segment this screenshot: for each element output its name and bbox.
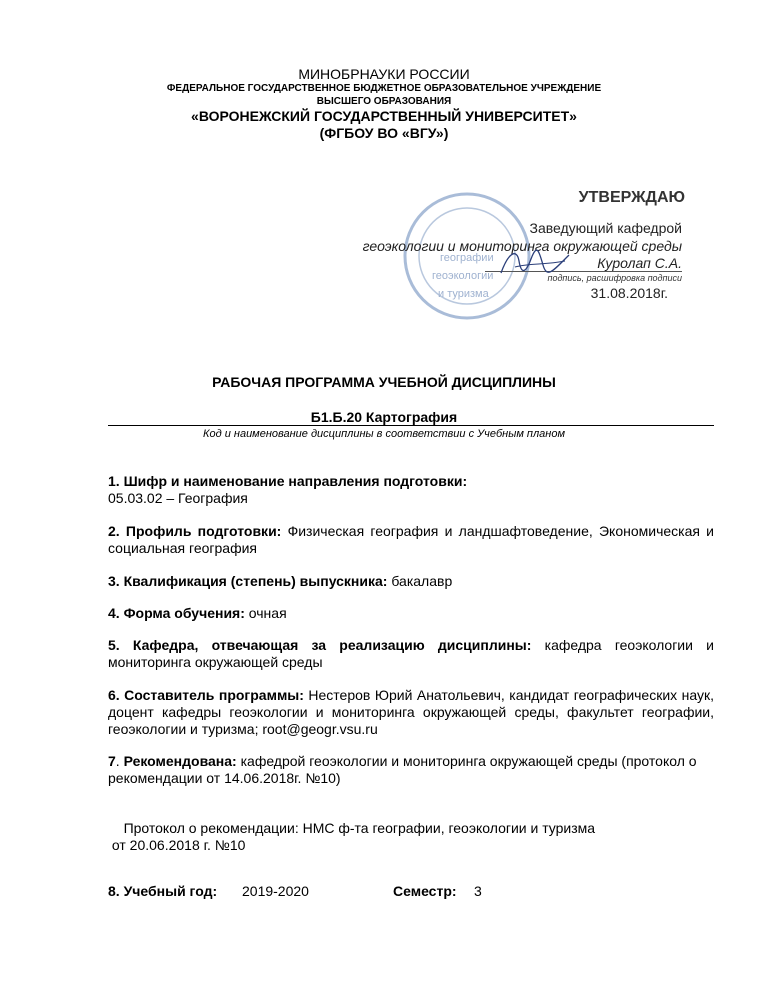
discipline-underline <box>108 425 714 426</box>
section-department-label: 5. Кафедра, отвечающая за реализацию дисциплины: <box>108 637 532 653</box>
protocol-line-1: Протокол о рекомендации: НМС ф-та географии, геоэкологии и туризма <box>123 820 596 836</box>
discipline-name: Б1.Б.20 Картография <box>310 409 458 425</box>
section-direction-label: 1. Шифр и наименование направления подготовки: <box>108 473 468 489</box>
section-author-label: 6. Составитель программы: <box>108 687 304 703</box>
signature-caption: подпись, расшифровка подписи <box>547 273 682 283</box>
section-recommended: 7. Рекомендована: кафедрой геоэкологии и мониторинга окружающей среды (протокол о рекомендации от 14.06.2018г. №10) <box>108 753 697 786</box>
program-title: РАБОЧАЯ ПРОГРАММА УЧЕБНОЙ ДИСЦИПЛИНЫ <box>212 374 556 390</box>
academic-year-label: 8. Учебный год: <box>108 883 218 899</box>
section-study-form <box>108 605 714 622</box>
approve-title: УТВЕРЖДАЮ <box>578 189 685 206</box>
section-profile <box>108 523 714 557</box>
university-name: «ВОРОНЕЖСКИЙ ГОСУДАРСТВЕННЫЙ УНИВЕРСИТЕТ» <box>191 108 577 124</box>
svg-text:геоэкологии: геоэкологии <box>432 270 494 282</box>
approval-block <box>290 185 690 305</box>
higher-education-line: ВЫСШЕГО ОБРАЗОВАНИЯ <box>316 96 452 107</box>
protocol-line-2: от 20.06.2018 г. №10 <box>108 837 246 853</box>
section-study-form-label: 4. Форма обучения: <box>108 605 245 621</box>
section-qualification-label: 3. Квалификация (степень) выпускника: <box>108 573 388 589</box>
approval-date: 31.08.2018г. <box>590 285 668 301</box>
section-qualification-value: бакалавр <box>391 573 453 589</box>
section-recommended-number: 7 <box>108 753 116 769</box>
approve-head: Заведующий кафедрой <box>529 220 682 236</box>
section-qualification <box>108 573 714 590</box>
section-author-value: Нестеров Юрий Анатольевич, кандидат географических наук, доцент кафедры геоэкологии и мониторинга окружающей среды, факультет географии, геоэкологии и туризма; root@geogr.vsu.ru <box>108 687 715 737</box>
semester-label: Семестр: <box>393 883 457 899</box>
section-profile-value: Физическая география и ландшафтоведение, Экономическая и социальная география <box>108 523 715 556</box>
ministry-name: МИНОБРНАУКИ РОССИИ <box>298 66 470 82</box>
semester-value: 3 <box>474 883 482 899</box>
section-protocol <box>108 803 714 871</box>
svg-text:и туризма: и туризма <box>438 288 489 300</box>
section-recommended-value: кафедрой геоэкологии и мониторинга окружающей среды (протокол о рекомендации от 14.06.2018г. №10) <box>108 753 697 786</box>
university-abbr: (ФГБОУ ВО «ВГУ») <box>319 125 449 141</box>
approve-department: геоэкологии и мониторинга окружающей среды <box>362 238 682 254</box>
section-recommended-label: Рекомендована: <box>123 753 237 769</box>
approver-name: Куролап С.А. <box>597 255 682 271</box>
section-direction <box>108 473 714 507</box>
section-department-value: кафедра геоэкологии и мониторинга окружающей среды <box>108 637 714 670</box>
svg-text:географии: географии <box>440 252 494 264</box>
section-direction-value: 05.03.02 – География <box>108 490 248 506</box>
section-academic-year <box>108 883 248 900</box>
discipline-caption: Код и наименование дисциплины в соответствии с Учебным планом <box>202 428 566 440</box>
institution-type: ФЕДЕРАЛЬНОЕ ГОСУДАРСТВЕННОЕ БЮДЖЕТНОЕ ОБРАЗОВАТЕЛЬНОЕ УЧРЕЖДЕНИЕ <box>166 83 602 94</box>
academic-year-value: 2019-2020 <box>242 883 309 899</box>
section-profile-label: 2. Профиль подготовки: <box>108 523 282 539</box>
section-department <box>108 637 714 671</box>
section-author <box>108 687 714 738</box>
section-study-form-value: очная <box>248 605 287 621</box>
